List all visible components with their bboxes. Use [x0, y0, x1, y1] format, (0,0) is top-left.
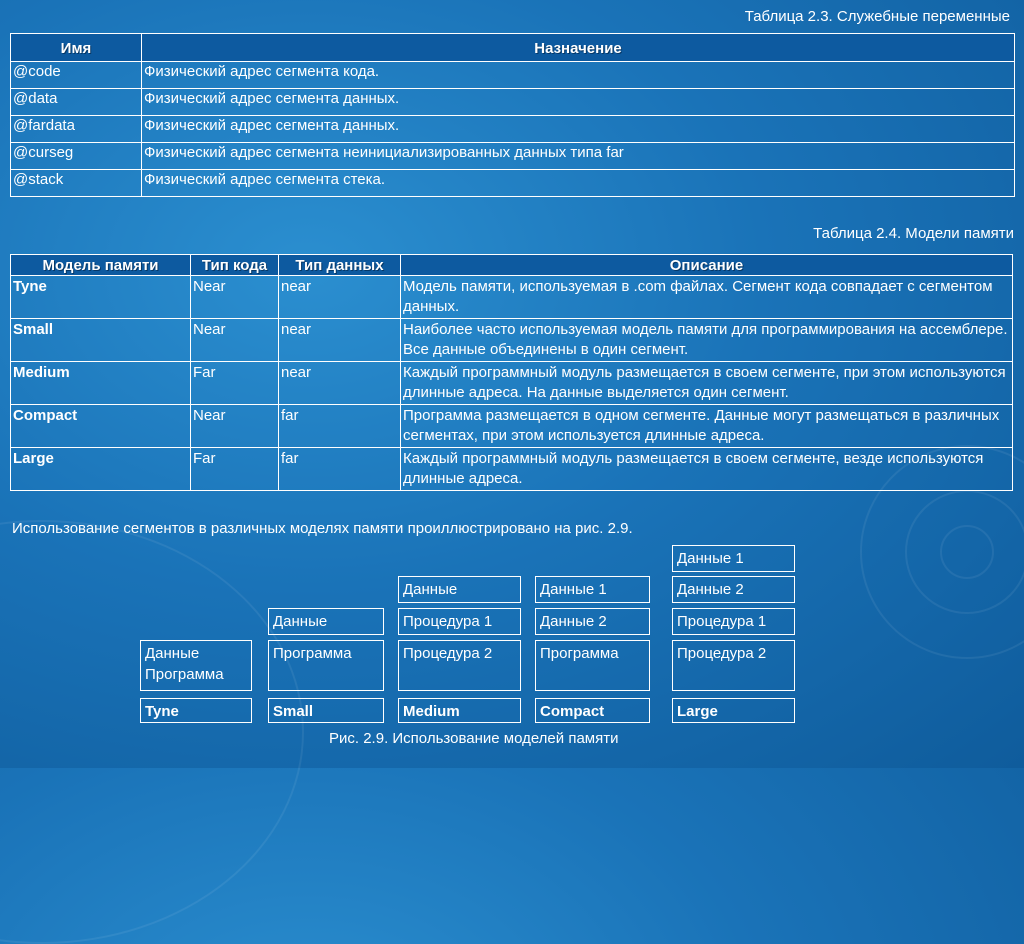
cell-model: Compact: [11, 405, 191, 448]
figure-caption: Рис. 2.9. Использование моделей памяти: [329, 730, 619, 747]
cell-name: @data: [11, 89, 142, 116]
table-row: [11, 276, 1013, 319]
cell-purpose: Физический адрес сегмента неинициализированных данных типа far: [142, 143, 1015, 170]
medium-data-box: Данные: [398, 576, 521, 603]
cell-name: @fardata: [11, 116, 142, 143]
small-model-label: Small: [268, 698, 384, 723]
compact-data1-box: Данные 1: [535, 576, 650, 603]
cell-code-type: Near: [191, 405, 279, 448]
table-row: [11, 405, 1013, 448]
cell-data-type: far: [279, 405, 401, 448]
table-row: [11, 89, 1015, 116]
table-row: [11, 143, 1015, 170]
cell-model: Tyne: [11, 276, 191, 319]
compact-model-label: Compact: [535, 698, 650, 723]
table-row: [11, 319, 1013, 362]
cell-data-type: near: [279, 319, 401, 362]
large-proc1-box: Процедура 1: [672, 608, 795, 635]
cell-data-type: far: [279, 448, 401, 491]
medium-model-label: Medium: [398, 698, 521, 723]
compact-data2-box: Данные 2: [535, 608, 650, 635]
large-proc2-box: Процедура 2: [672, 640, 795, 691]
table-header-row: [11, 255, 1013, 276]
tyne-program-label: Программа: [145, 666, 224, 683]
cell-purpose: Физический адрес сегмента данных.: [142, 116, 1015, 143]
table-row: [11, 116, 1015, 143]
memory-models-table: [10, 254, 1013, 491]
medium-proc1-box: Процедура 1: [398, 608, 521, 635]
cell-model: Small: [11, 319, 191, 362]
large-model-label: Large: [672, 698, 795, 723]
cell-description: Наиболее часто используемая модель памяти для программирования на ассемблере. Все данные объединены в один сегмент.: [401, 319, 1013, 362]
column-header: Назначение: [142, 34, 1015, 62]
large-data2-box: Данные 2: [672, 576, 795, 603]
column-header: Тип данных: [279, 255, 401, 276]
table1-caption: Таблица 2.3. Служебные переменные: [744, 8, 1010, 25]
cell-model: Large: [11, 448, 191, 491]
cell-data-type: near: [279, 276, 401, 319]
medium-proc2-box: Процедура 2: [398, 640, 521, 691]
table-row: [11, 62, 1015, 89]
cell-description: Каждый программный модуль размещается в своем сегменте, при этом используются длинные адреса. На данные выделяется один сегмент.: [401, 362, 1013, 405]
cell-purpose: Физический адрес сегмента данных.: [142, 89, 1015, 116]
cell-description: Модель памяти, используемая в .com файлах. Сегмент кода совпадает с сегментом данных.: [401, 276, 1013, 319]
column-header: Тип кода: [191, 255, 279, 276]
cell-data-type: near: [279, 362, 401, 405]
tyne-segment-box: [140, 640, 252, 691]
small-program-box: Программа: [268, 640, 384, 691]
cell-name: @curseg: [11, 143, 142, 170]
cell-description: Каждый программный модуль размещается в своем сегменте, везде используются длинные адреса.: [401, 448, 1013, 491]
large-data1-box: Данные 1: [672, 545, 795, 572]
cell-code-type: Near: [191, 276, 279, 319]
cell-model: Medium: [11, 362, 191, 405]
small-data-box: Данные: [268, 608, 384, 635]
cell-name: @stack: [11, 170, 142, 197]
tyne-data-label: Данные: [145, 645, 200, 662]
table-header-row: [11, 34, 1015, 62]
column-header: Имя: [11, 34, 142, 62]
cell-code-type: Far: [191, 448, 279, 491]
table-row: [11, 362, 1013, 405]
table2-caption: Таблица 2.4. Модели памяти: [813, 225, 1014, 242]
cell-purpose: Физический адрес сегмента кода.: [142, 62, 1015, 89]
body-paragraph: Использование сегментов в различных моделях памяти проиллюстрировано на рис. 2.9.: [12, 520, 633, 537]
compact-program-box: Программа: [535, 640, 650, 691]
table-row: [11, 448, 1013, 491]
tyne-model-label: Tyne: [140, 698, 252, 723]
cell-name: @code: [11, 62, 142, 89]
cell-code-type: Near: [191, 319, 279, 362]
column-header: Описание: [401, 255, 1013, 276]
table-row: [11, 170, 1015, 197]
column-header: Модель памяти: [11, 255, 191, 276]
service-variables-table: [10, 33, 1015, 197]
cell-purpose: Физический адрес сегмента стека.: [142, 170, 1015, 197]
cell-code-type: Far: [191, 362, 279, 405]
cell-description: Программа размещается в одном сегменте. Данные могут размещаться в различных сегментах, при этом используется длинные адреса.: [401, 405, 1013, 448]
